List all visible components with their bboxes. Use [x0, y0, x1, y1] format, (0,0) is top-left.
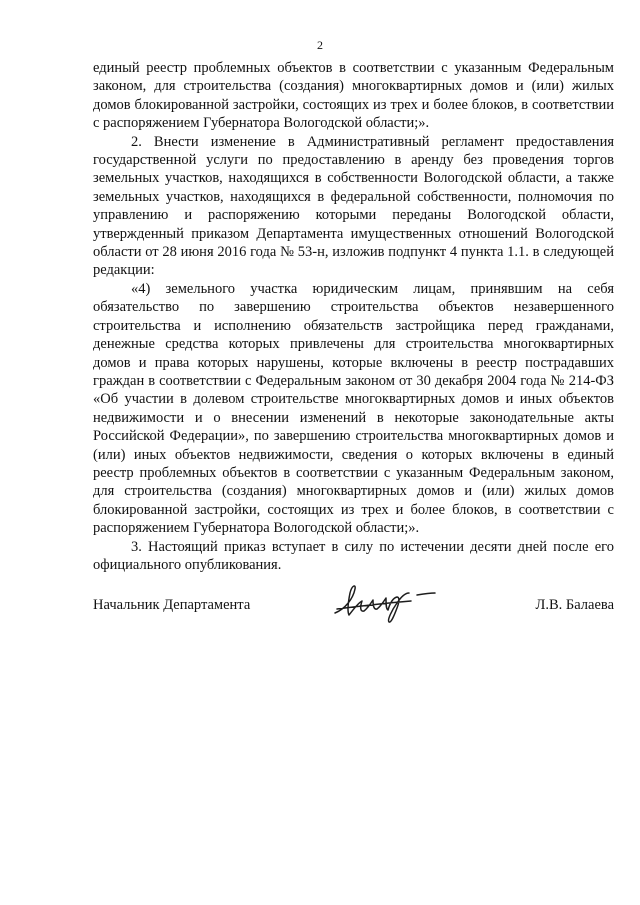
paragraph-continuation: единый реестр проблемных объектов в соответствии с указанным Федеральным законом, для строительства (создания) многоквартирных домов и (или) жилых домов блокированной застройки, состоящих из трех и более блоков, в соответствии с распоряжением Губернатора Вологодской области;». — [93, 60, 614, 132]
paragraph-quoted-subitem-4: «4) земельного участка юридическим лицам, принявшим на себя обязательство по завершению строительства объектов незавершенного строительства и исполнению обязательств застройщика перед гражданами, денежные средства которых привлечены для строительства многоквартирных домов и права которых нарушены, которые включены в реестр пострадавших граждан в соответствии с Федеральным законом от 30 декабря 2004 года № 214-ФЗ «Об участии в долевом строительстве многоквартирных домов и иных объектов недвижимости и о внесении изменений в некоторые законодательные акты Российской Федерации», по завершению строительства многоквартирных домов и (или) иных объектов недвижимости, сведения о которых включены в единый реестр проблемных объектов в соответствии с указанным Федеральным законом, для строительства (создания) многоквартирных домов и (или) жилых домов блокированной застройки, состоящих из трех и более блоков, в соответствии с распоряжением Губернатора Вологодской области;». — [93, 280, 614, 537]
signer-name: Л.В. Балаева — [535, 597, 614, 613]
page-number: 2 — [317, 38, 323, 52]
paragraph-item-3: 3. Настоящий приказ вступает в силу по истечении десяти дней после его официального опубликования. — [93, 538, 614, 573]
document-body — [93, 59, 614, 574]
signer-title: Начальник Департамента — [93, 597, 251, 613]
signature-block — [93, 579, 614, 624]
paragraph-item-2: 2. Внести изменение в Административный регламент предоставления государственной услуги по предоставлению в аренду без проведения торгов земельных участков, находящихся в собственности Вологодской области, а также земельных участков, находящихся в федеральной собственности, полномочия по управлению и распоряжению которыми переданы Вологодской области, утвержденный приказом Департамента имущественных отношений Вологодской области от 28 июня 2016 года № 53-н, изложив подпункт 4 пункта 1.1. в следующей редакции: — [93, 133, 614, 279]
handwritten-signature — [331, 579, 461, 624]
